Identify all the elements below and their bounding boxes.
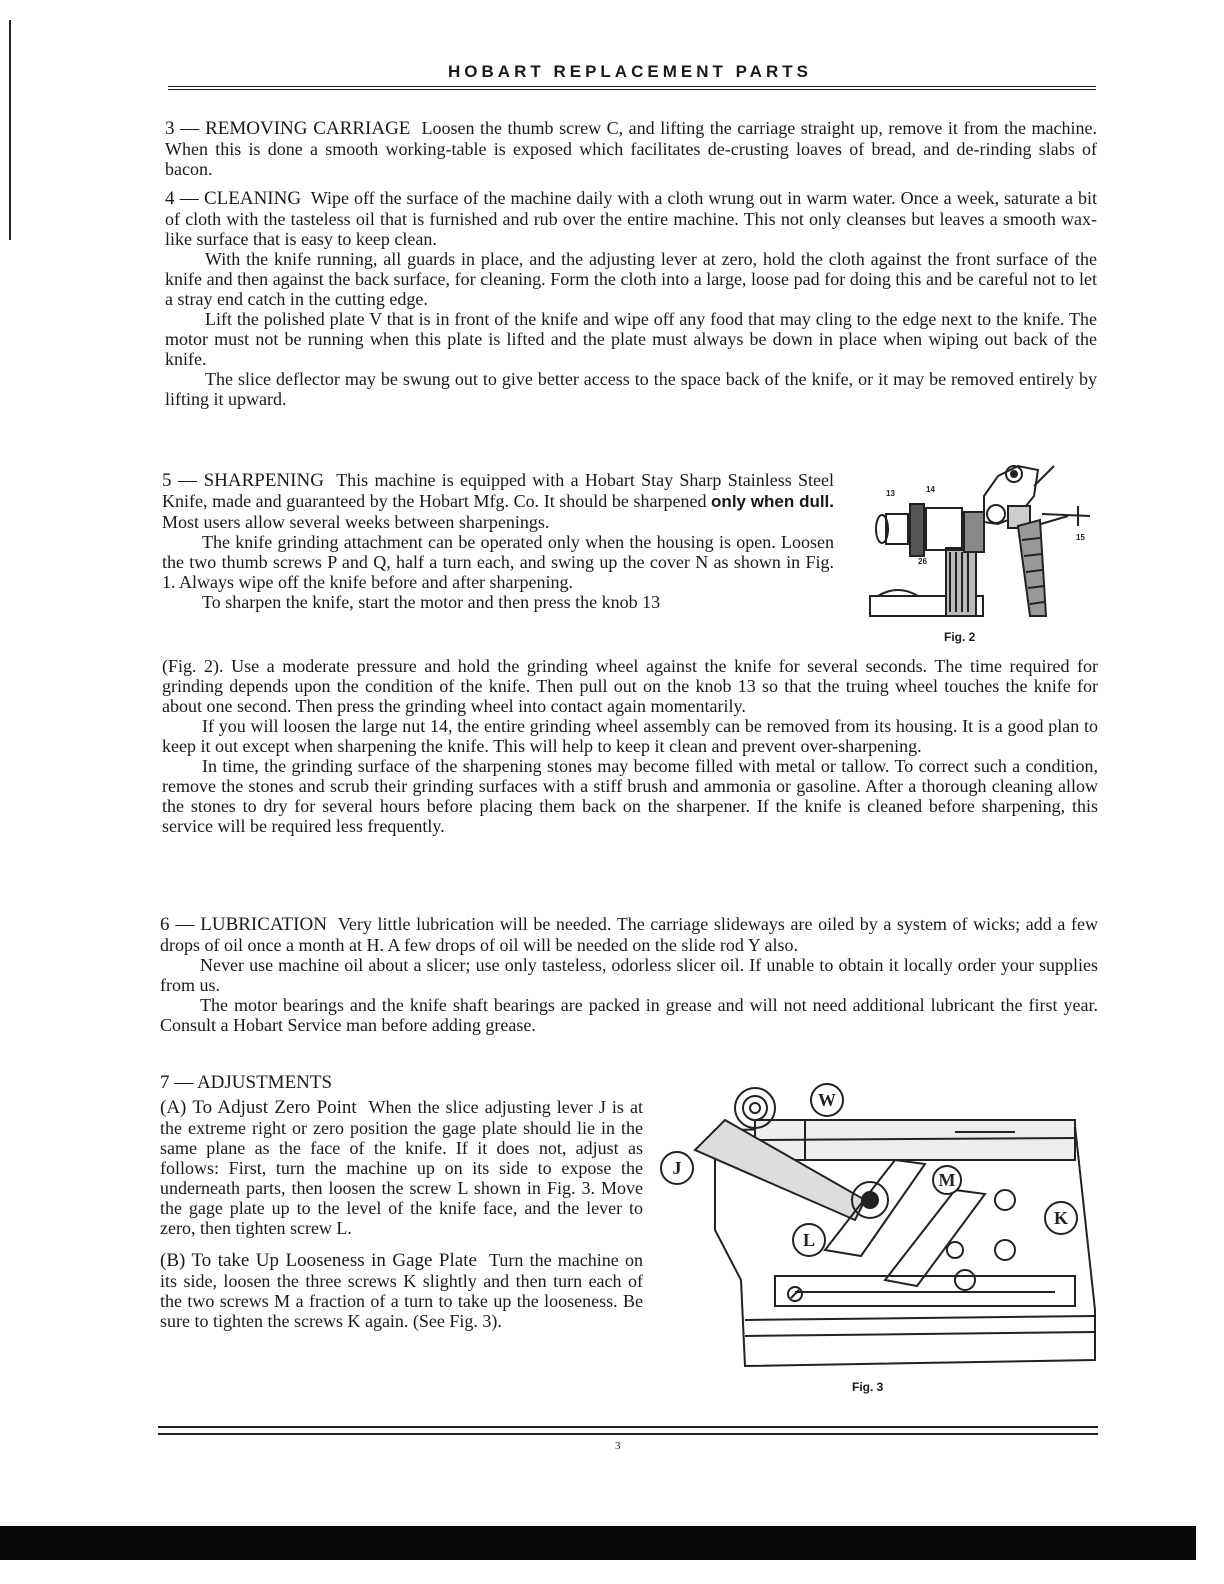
figure-3-gage-plate-drawing bbox=[655, 1080, 1100, 1370]
fig2-label-13: 13 bbox=[886, 489, 895, 498]
fig3-label-l: L bbox=[802, 1230, 816, 1250]
section-5-emphasis: only when dull. bbox=[711, 492, 835, 511]
section-4-para-2: With the knife running, all guards in place, and the adjusting lever at zero, hold the cloth against the front surface of the knife and then against the back surface, for cleaning. Form the cloth into a large, loose pad for doing this and be careful not to let a stray end catch in the cutting edge. bbox=[165, 249, 1097, 309]
section-5-heading: 5 — SHARPENING bbox=[162, 470, 324, 491]
section-7-heading: 7 — ADJUSTMENTS bbox=[160, 1072, 333, 1093]
section-6-para-3: The motor bearings and the knife shaft bearings are packed in grease and will not need additional lubricant the first year. Consult a Hobart Service man before adding grease. bbox=[160, 995, 1098, 1035]
section-5-para-3a: To sharpen the knife, start the motor and then press the knob 13 bbox=[202, 592, 661, 612]
section-4-para-4: The slice deflector may be swung out to give better access to the space back of the knife, or it may be removed entirely by lifting it upward. bbox=[165, 369, 1097, 409]
footer-rule bbox=[158, 1426, 1098, 1435]
section-sharpening-bottom bbox=[162, 656, 1098, 836]
fig2-label-26: 26 bbox=[918, 557, 927, 566]
section-3-heading: 3 — REMOVING CARRIAGE bbox=[165, 118, 411, 139]
scan-bottom-bar bbox=[0, 1526, 1196, 1560]
section-5-para-5: In time, the grinding surface of the sharpening stones may become filled with metal or tallow. To correct such a condition, remove the stones and scrub their grinding surfaces with a stiff brush and ammonia or gasoline. After a thorough cleaning allow the stones to dry for several hours before placing them back on the sharpener. If the knife is cleaned before sharpening, this service will be required less frequently. bbox=[162, 756, 1098, 836]
section-cleaning bbox=[165, 188, 1097, 409]
section-4-para-3: Lift the polished plate V that is in front of the knife and wipe off any food that may cling to the edge next to the knife. The motor must not be running when this plate is lifted and the plate must always be down in place when wiping out back of the knife. bbox=[165, 309, 1097, 369]
figure-3-caption: Fig. 3 bbox=[852, 1380, 884, 1394]
adjust-zero-text: When the slice adjusting lever J is at the extreme right or zero position the gage plate should lie in the same plane as the face of the knife. If it does not, adjust as follows: First, turn the machine up on its side to expose the underneath parts, then loosen the screw L shown in Fig. 3. Move the gage plate up to the level of the knife face, and the lever to zero, then tighten screw L. bbox=[160, 1097, 643, 1238]
section-sharpening-top bbox=[162, 470, 834, 612]
page-number: 3 bbox=[615, 1440, 621, 1452]
section-5-para-3b: (Fig. 2). Use a moderate pressure and hold the grinding wheel against the knife for several seconds. The time required for grinding depends upon the condition of the knife. Then pull out on the knob 13 so that the truing wheel touches the knife for about one second. Then press the grinding wheel into contact again momentarily. bbox=[162, 656, 1098, 716]
section-6-para-2: Never use machine oil about a slicer; use only tasteless, odorless slicer oil. If unable to obtain it locally order your supplies from us. bbox=[160, 955, 1098, 995]
fig3-label-k: K bbox=[1053, 1208, 1069, 1228]
adjust-zero-heading: (A) To Adjust Zero Point bbox=[160, 1097, 357, 1118]
section-4-para-1: Wipe off the surface of the machine daily with a cloth wrung out in warm water. Once a week, saturate a bit of cloth with the tasteless oil that is furnished and rub over the entire machine. This not only cleanses but leaves a smooth wax-like surface that is easy to keep clean. bbox=[165, 188, 1097, 249]
section-adjustments bbox=[160, 1072, 643, 1331]
fig2-label-14: 14 bbox=[926, 485, 935, 494]
section-5-para-2: The knife grinding attachment can be operated only when the housing is open. Loosen the two thumb screws P and Q, half a turn each, and swing up the cover N as shown in Fig. 1. Always wipe off the knife before and after sharpening. bbox=[162, 532, 834, 592]
section-5-para-1a: This machine is equipped with a Hobart Stay Sharp Stainless Steel Knife, made and guaranteed by the Hobart Mfg. Co. It should be sharpened bbox=[162, 470, 834, 511]
scan-edge-mark bbox=[9, 20, 11, 240]
fig3-label-j: J bbox=[672, 1158, 682, 1178]
fig3-label-m: M bbox=[938, 1170, 956, 1190]
section-5-para-4: If you will loosen the large nut 14, the entire grinding wheel assembly can be removed from its housing. It is a good plan to keep it out except when sharpening the knife. This will help to keep it clean and prevent over-sharpening. bbox=[162, 716, 1098, 756]
section-lubrication bbox=[160, 914, 1098, 1035]
header-rule bbox=[168, 86, 1096, 90]
section-5-para-1c: Most users allow several weeks between sharpenings. bbox=[162, 512, 550, 532]
section-3-text: Loosen the thumb screw C, and lifting the carriage straight up, remove it from the machine. When this is done a smooth working-table is exposed which facilitates de-crusting loaves of bread, and de-rinding slabs of bacon. bbox=[165, 118, 1097, 179]
figure-2-grinder-drawing bbox=[858, 456, 1098, 631]
fig2-label-15: 15 bbox=[1076, 533, 1085, 542]
fig3-label-w: W bbox=[818, 1090, 836, 1110]
gage-looseness-text: Turn the machine on its side, loosen the three screws K slightly and then turn each of the two screws M a fraction of a turn to take up the looseness. Be sure to tighten the screws K again. (See Fig. 3). bbox=[160, 1250, 643, 1331]
figure-2-caption: Fig. 2 bbox=[944, 630, 976, 644]
section-6-para-1: Very little lubrication will be needed. The carriage slideways are oiled by a system of wicks; add a few drops of oil once a month at H. A few drops of oil will be needed on the slide rod Y also. bbox=[160, 914, 1098, 955]
section-6-heading: 6 — LUBRICATION bbox=[160, 914, 327, 935]
section-removing-carriage bbox=[165, 118, 1097, 179]
page-header: HOBART REPLACEMENT PARTS bbox=[448, 62, 812, 81]
gage-looseness-heading: (B) To take Up Looseness in Gage Plate bbox=[160, 1250, 477, 1271]
section-4-heading: 4 — CLEANING bbox=[165, 188, 302, 209]
